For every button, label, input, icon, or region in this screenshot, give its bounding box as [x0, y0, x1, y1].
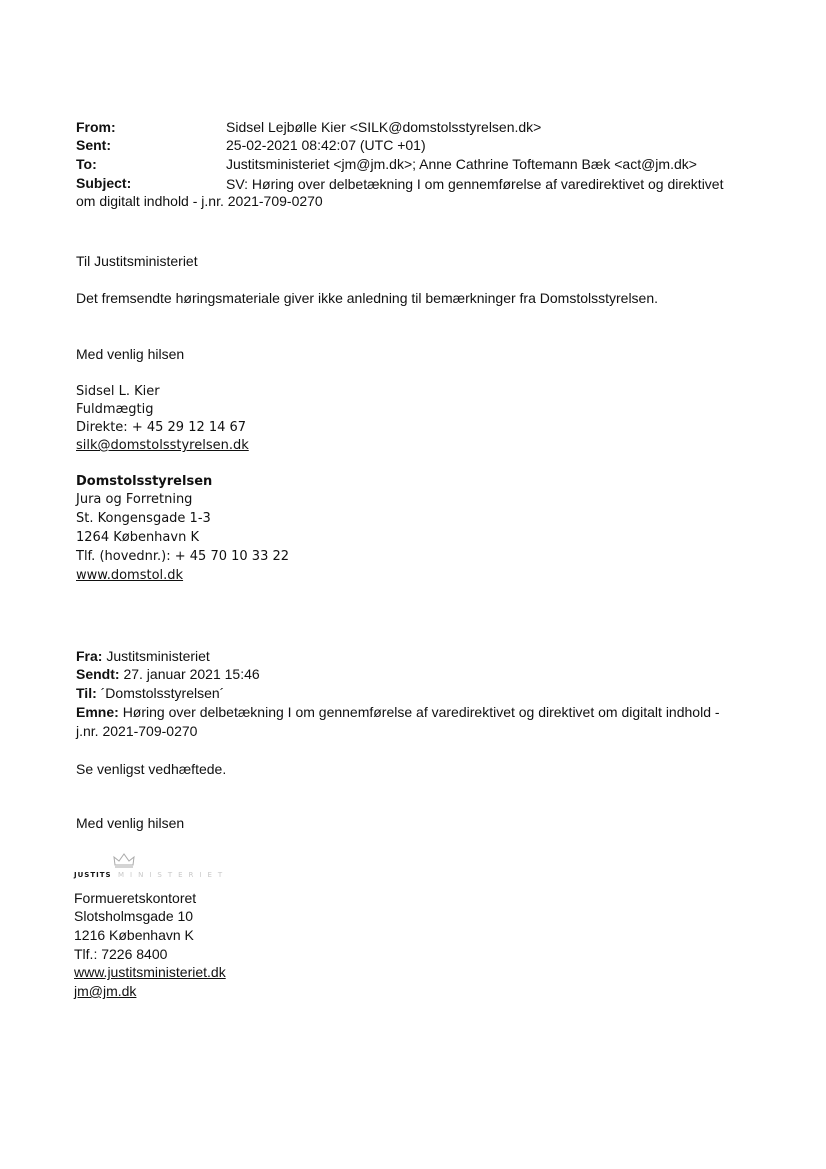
fwd-subject-label: Emne: [76, 704, 119, 720]
signature-street: St. Kongensgade 1-3 [76, 511, 211, 526]
subject-label: Subject: [76, 175, 132, 191]
signature-city: 1264 København K [76, 530, 199, 545]
fwd-to [76, 685, 224, 701]
fwd-sent [76, 666, 260, 682]
ministry-email-link[interactable]: jm@jm.dk [74, 983, 137, 999]
fwd-from-label: Fra: [76, 648, 103, 664]
signature-org: Domstolsstyrelsen [76, 474, 213, 489]
fwd-closing: Med venlig hilsen [76, 815, 185, 831]
fwd-to-value: ´Domstolsstyrelsen´ [100, 685, 225, 701]
ministry-city: 1216 København K [74, 927, 194, 943]
sent-value: 25-02-2021 08:42:07 (UTC +01) [226, 137, 426, 153]
fwd-subject-value-line1: Høring over delbetækning I om gennemførelse af varedirektivet og direktivet om digitalt indhold - [122, 704, 720, 720]
fwd-to-label: Til: [76, 685, 97, 701]
fwd-from-value: Justitsministeriet [106, 648, 210, 664]
from-label: From: [76, 119, 116, 135]
ministry-logo-text: JUSTITS [74, 871, 112, 879]
fwd-sent-label: Sendt: [76, 666, 120, 682]
ministry-office: Formueretskontoret [74, 890, 197, 906]
ministry-phone: Tlf.: 7226 8400 [74, 946, 168, 962]
message-body: Det fremsendte høringsmateriale giver ikke anledning til bemærkninger fra Domstolsstyrelsen. [76, 290, 659, 306]
signature-email-link[interactable]: silk@domstolsstyrelsen.dk [76, 438, 249, 453]
fwd-from [76, 648, 210, 664]
to-value: Justitsministeriet <jm@jm.dk>; Anne Cathrine Toftemann Bæk <act@jm.dk> [226, 156, 697, 172]
from-value: Sidsel Lejbølle Kier <SILK@domstolsstyrelsen.dk> [226, 119, 542, 135]
signature-website-link[interactable]: www.domstol.dk [76, 568, 184, 583]
sent-label: Sent: [76, 137, 111, 153]
signature-direct-phone: Direkte: + 45 29 12 14 67 [76, 420, 247, 435]
fwd-subject [76, 704, 720, 720]
subject-value-line1: SV: Høring over delbetækning I om gennemførelse af varedirektivet og direktivet [226, 176, 724, 192]
ministry-logo-faint-text: MINISTERIET [118, 871, 229, 879]
signature-dept: Jura og Forretning [76, 492, 193, 507]
greeting: Til Justitsministeriet [76, 253, 198, 269]
signature-title: Fuldmægtig [76, 402, 154, 417]
ministry-street: Slotsholmsgade 10 [74, 908, 194, 924]
closing: Med venlig hilsen [76, 346, 185, 362]
to-label: To: [76, 156, 97, 172]
ministry-website-link[interactable]: www.justitsministeriet.dk [74, 964, 226, 980]
fwd-subject-value-line2: j.nr. 2021-709-0270 [76, 723, 198, 739]
signature-name: Sidsel L. Kier [76, 384, 160, 399]
subject-value-line2: om digitalt indhold - j.nr. 2021-709-0270 [76, 193, 323, 209]
signature-phone: Tlf. (hovednr.): + 45 70 10 33 22 [76, 549, 290, 564]
fwd-body: Se venligst vedhæftede. [76, 761, 227, 777]
crown-icon [112, 852, 136, 868]
fwd-sent-value: 27. januar 2021 15:46 [123, 666, 260, 682]
